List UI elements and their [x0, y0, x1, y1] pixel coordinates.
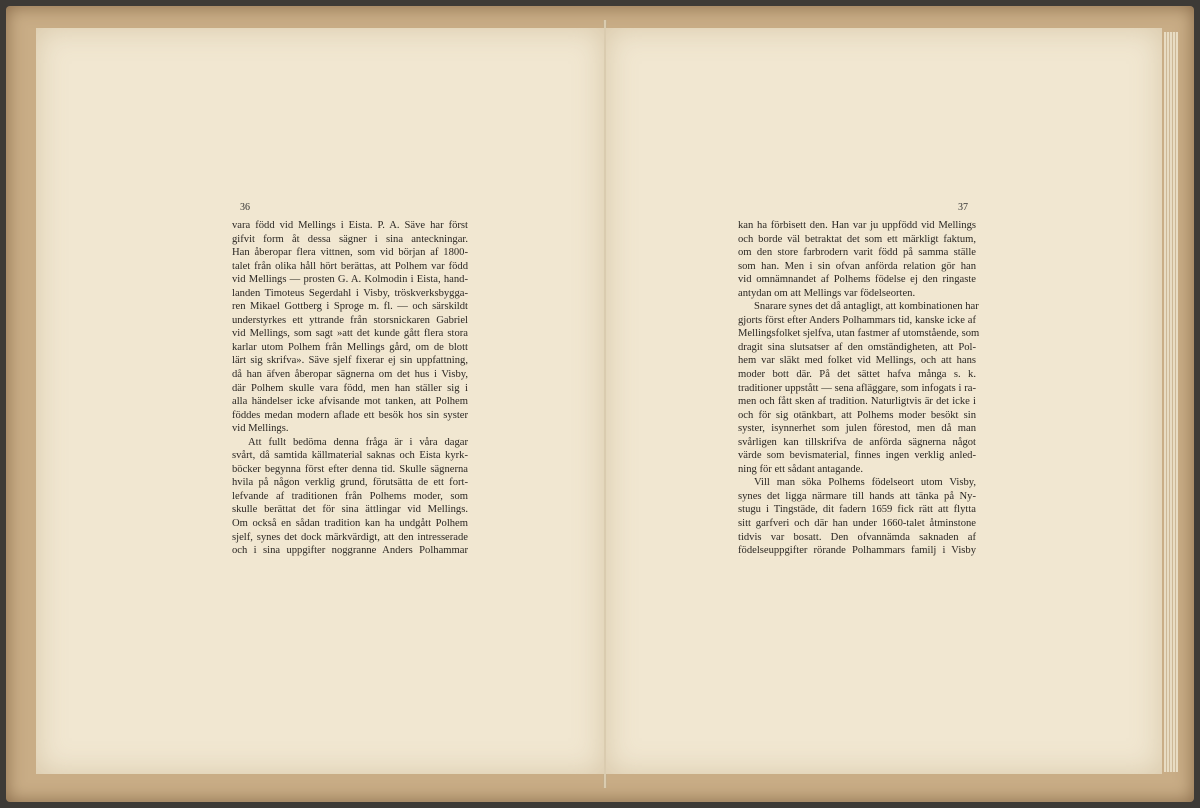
- text-line: gjorts först efter Anders Polhammars tid, kanske icke af: [738, 314, 976, 326]
- text-line: talet från olika håll hört berättas, att Polhem var född: [232, 260, 468, 272]
- text-line: tidvis var bosatt. Den ofvannämda saknaden af: [738, 531, 976, 543]
- text-line: Om också en sådan tradition kan ha undgått Polhem: [232, 518, 468, 530]
- text-line: lefvande af traditionen från Polhems moder, som: [232, 490, 468, 502]
- right-page: [606, 28, 1162, 774]
- text-line: vid Mellings — prosten G. A. Kolmodin i Eista, hand-: [232, 274, 468, 286]
- text-line: syster, isynnerhet som julen förestod, men då man: [738, 423, 976, 435]
- text-line: gifvit form åt dessa sägner i sina anteckningar.: [232, 233, 468, 245]
- page-number-left: 36: [240, 202, 250, 213]
- text-line: hvila på någon verklig grund, förutsätta de ett fort-: [232, 477, 468, 489]
- text-line: om den store farbrodern varit född på samma ställe: [738, 247, 976, 259]
- text-line: understyrkes ett yttrande från storsnickaren Gabriel: [232, 314, 468, 326]
- text-line: Snarare synes det då antagligt, att kombinationen har: [754, 301, 979, 313]
- text-line: synes det ligga närmare till hands att tänka på Ny-: [738, 490, 976, 502]
- page-edges: [1164, 32, 1178, 772]
- text-line: svårt, då samtida källmaterial saknas och Eista kyrk-: [232, 450, 468, 462]
- text-line: stugu i Tingstäde, dit fadern 1659 fick rätt att flytta: [738, 504, 976, 516]
- text-line: böcker begynna först efter denna tid. Skulle sägnerna: [232, 463, 468, 475]
- page-number-right: 37: [958, 202, 968, 213]
- text-line: hem var släkt med folket vid Mellings, och att hans: [738, 355, 976, 367]
- book-spread: [6, 6, 1194, 802]
- text-line: traditioner uppstått — sena afläggare, som infogats i ra-: [738, 382, 976, 394]
- right-page-text: [738, 219, 980, 558]
- text-line: sitt garfveri och där han under 1660-talet åtminstone: [738, 518, 976, 530]
- text-line: vara född vid Mellings i Eista. P. A. Säve har först: [232, 220, 468, 231]
- text-line: Han åberopar flera vittnen, som vid början af 1800-: [232, 247, 468, 259]
- text-line: födelseuppgifter rörande Polhammars familj i Visby: [738, 545, 976, 557]
- text-line: alla händelser icke afvisande mot tanken, att Polhem: [232, 396, 468, 408]
- text-line: och borde väl betraktat det som ett märkligt faktum,: [738, 233, 976, 245]
- text-line: ren Mikael Gottberg i Sproge m. fl. — och särskildt: [232, 301, 468, 313]
- text-line: dragit sina slutsatser af den omständigheten, att Pol-: [738, 341, 976, 353]
- text-line: föddes medan modern aflade ett besök hos sin syster: [232, 409, 468, 421]
- left-page: [36, 28, 604, 774]
- text-line: svårligen kan tillskrifva de anförda sägnerna något: [738, 436, 976, 448]
- text-line: ning för ett sådant antagande.: [738, 463, 864, 475]
- text-line: landen Timoteus Segerdahl i Visby, tröskverksbygga-: [232, 287, 468, 299]
- text-line: antydan om att Mellings var födelseorten.: [738, 287, 916, 299]
- text-line: Att fullt bedöma denna fråga är i våra dagar: [248, 436, 468, 448]
- text-line: men och fått sken af tradition. Naturligtvis är det icke i: [738, 396, 976, 408]
- text-line: karlar utom Polhem från Mellings gård, om de blott: [232, 341, 468, 353]
- text-line: värde som bevismaterial, finnes ingen verklig anled-: [738, 450, 976, 462]
- text-line: som han. Men i sin ofvan anförda relation gör han: [738, 260, 976, 272]
- text-line: sjelf, synes det dock märkvärdigt, att den intresserade: [232, 531, 468, 543]
- text-line: där Polhem skulle vara född, men han ställer sig i: [232, 382, 468, 394]
- text-line: vid Mellings.: [232, 423, 289, 435]
- text-line: då han äfven åberopar sägnerna om det hus i Visby,: [232, 369, 468, 381]
- text-line: lärt sig skrifva». Säve sjelf fixerar ej sin uppfattning,: [232, 355, 468, 367]
- text-line: kan ha förbisett den. Han var ju uppfödd vid Mellings: [738, 220, 976, 231]
- text-line: skulle berättat det för sina ättlingar vid Mellings.: [232, 504, 468, 516]
- left-page-text: [232, 219, 468, 558]
- text-line: Vill man söka Polhems födelseort utom Visby,: [754, 477, 976, 489]
- text-line: Mellingsfolket sjelfva, utan fastmer af utomstående, som: [738, 328, 980, 340]
- text-line: och för sig otänkbart, att Polhems moder besökt sin: [738, 409, 976, 421]
- text-line: vid omnämnandet af Polhems födelse ej den ringaste: [738, 274, 976, 286]
- text-line: vid Mellings, som sagt »att det kunde gått flera stora: [232, 328, 468, 340]
- text-line: och i sina uppgifter noggranne Anders Polhammar: [232, 545, 468, 557]
- text-line: moder bott där. På det sättet hafva många s. k.: [738, 369, 976, 381]
